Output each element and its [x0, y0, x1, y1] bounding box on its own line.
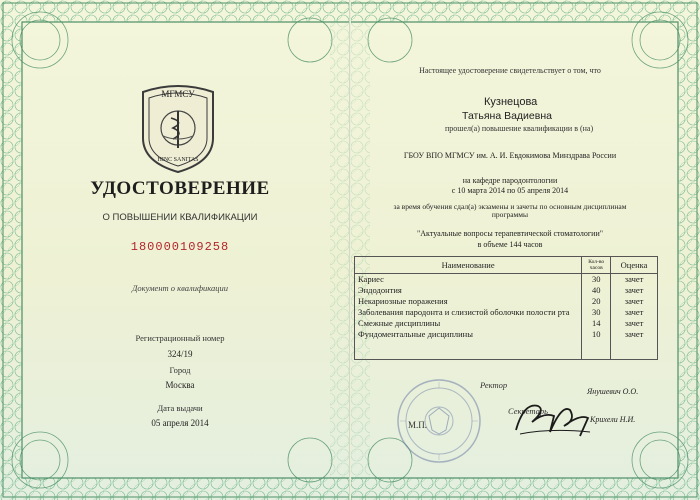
holder-surname: Кузнецова [484, 96, 538, 108]
city-value: Москва [165, 380, 195, 390]
header-hours: Кол-во часов [582, 257, 611, 274]
registration-value: 324/19 [167, 349, 193, 359]
secretary-label: Секретарь [508, 406, 548, 416]
header-name: Наименование [355, 257, 582, 274]
svg-text:МГМСУ: МГМСУ [161, 89, 195, 99]
table-row: Смежные дисциплины 14 зачет [355, 318, 658, 329]
seal-label: М.П. [408, 420, 428, 430]
document-subtitle: О ПОВЫШЕНИИ КВАЛИФИКАЦИИ [102, 212, 258, 223]
program-volume: в объеме 144 часов [477, 240, 543, 249]
table-row: Фундоментальные дисциплины 10 зачет [355, 329, 658, 360]
page-fold [349, 0, 351, 500]
institution-text: ГБОУ ВПО МГМСУ им. А. И. Евдокимова Минздрава России [403, 151, 617, 160]
table-header-row [355, 257, 658, 274]
subjects-table [354, 256, 658, 360]
header-grade: Оценка [611, 257, 658, 274]
document-type-label: Документ о квалификации [131, 283, 229, 293]
table-row: Заболевания пародонта и слизистой оболочки полости рта 30 зачет [355, 307, 658, 318]
registration-label: Регистрационный номер [135, 333, 225, 343]
table-row: Кариес 30 зачет [355, 274, 658, 286]
program-name: "Актуальные вопросы терапевтической стоматологии" [417, 229, 603, 238]
issue-date-value: 05 апреля 2014 [151, 418, 209, 428]
period-text: с 10 марта 2014 по 05 апреля 2014 [451, 186, 569, 195]
exams-text-line1: за время обучения сдал(а) экзамены и зачеты по основным дисциплинам [393, 202, 627, 211]
exams-text-line2: программы [491, 210, 529, 219]
city-label: Город [169, 365, 191, 375]
svg-text:HINC SANITAS: HINC SANITAS [157, 157, 199, 163]
intro-text: Настоящее удостоверение свидетельствует о том, что [419, 66, 601, 75]
secretary-name: Крихели Н.И. [590, 415, 636, 424]
university-emblem-logo [137, 78, 219, 174]
rector-name: Янушевич О.О. [587, 387, 639, 396]
issue-date-label: Дата выдачи [157, 403, 203, 413]
rector-label: Ректор [480, 380, 508, 390]
secretary-signature [510, 392, 594, 442]
table-row: Эндодонтия 40 зачет [355, 285, 658, 296]
department-text: на кафедре пародонтологии [462, 176, 558, 185]
passed-text: прошел(а) повышение квалификации в (на) [445, 124, 594, 133]
holder-name: Татьяна Вадиевна [462, 110, 552, 122]
document-title: УДОСТОВЕРЕНИЕ [90, 178, 270, 199]
serial-number: 180000109258 [130, 240, 230, 254]
table-row: Некариозные поражения 20 зачет [355, 296, 658, 307]
